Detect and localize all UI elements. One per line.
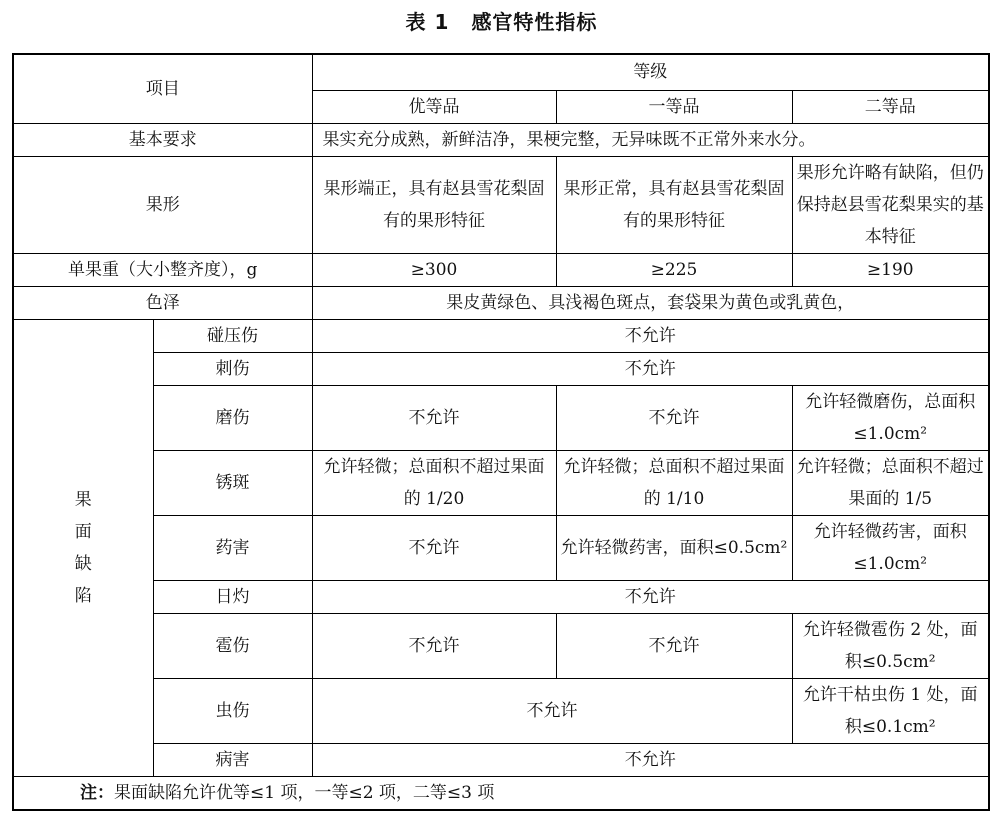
row-shape-label: 果形 bbox=[13, 156, 312, 253]
defect-rust-second: 允许轻微；总面积不超过果面的 1/5 bbox=[792, 450, 989, 515]
defect-chemical-second: 允许轻微药害，面积≤1.0cm² bbox=[792, 515, 989, 580]
table-number: 表 1 bbox=[405, 10, 450, 34]
defect-chemical-premium: 不允许 bbox=[312, 515, 556, 580]
defect-rust-premium: 允许轻微；总面积不超过果面的 1/20 bbox=[312, 450, 556, 515]
table-note bbox=[13, 776, 989, 810]
header-grade: 等级 bbox=[312, 54, 989, 90]
defect-abrasion-label: 磨伤 bbox=[153, 385, 312, 450]
defect-rust-label: 锈斑 bbox=[153, 450, 312, 515]
defect-sunburn-value: 不允许 bbox=[312, 580, 989, 613]
defect-rust-first: 允许轻微；总面积不超过果面的 1/10 bbox=[556, 450, 792, 515]
defect-hail-second: 允许轻微雹伤 2 处，面积≤0.5cm² bbox=[792, 613, 989, 678]
header-grade-premium: 优等品 bbox=[312, 90, 556, 123]
defect-hail-first: 不允许 bbox=[556, 613, 792, 678]
defect-disease-value: 不允许 bbox=[312, 743, 989, 776]
defect-abrasion-first: 不允许 bbox=[556, 385, 792, 450]
defect-insect-premium-first: 不允许 bbox=[312, 678, 792, 743]
row-shape-first: 果形正常，具有赵县雪花梨固有的果形特征 bbox=[556, 156, 792, 253]
row-weight-premium: ≥300 bbox=[312, 253, 556, 286]
defect-bruise-label: 碰压伤 bbox=[153, 319, 312, 352]
row-basic-value: 果实充分成熟，新鲜洁净，果梗完整，无异味既不正常外来水分。 bbox=[312, 123, 989, 156]
row-basic-label: 基本要求 bbox=[13, 123, 312, 156]
row-shape-premium: 果形端正，具有赵县雪花梨固有的果形特征 bbox=[312, 156, 556, 253]
defect-insect-second: 允许干枯虫伤 1 处，面积≤0.1cm² bbox=[792, 678, 989, 743]
defect-abrasion-second: 允许轻微磨伤，总面积≤1.0cm² bbox=[792, 385, 989, 450]
defect-puncture-label: 刺伤 bbox=[153, 352, 312, 385]
defect-bruise-value: 不允许 bbox=[312, 319, 989, 352]
row-shape-second: 果形允许略有缺陷，但仍保持赵县雪花梨果实的基本特征 bbox=[792, 156, 989, 253]
note-label: 注： bbox=[80, 782, 114, 803]
header-grade-second: 二等品 bbox=[792, 90, 989, 123]
row-color-label: 色泽 bbox=[13, 286, 312, 319]
defect-disease-label: 病害 bbox=[153, 743, 312, 776]
defect-chemical-label: 药害 bbox=[153, 515, 312, 580]
row-weight-first: ≥225 bbox=[556, 253, 792, 286]
row-color-value: 果皮黄绿色、具浅褐色斑点，套袋果为黄色或乳黄色， bbox=[312, 286, 989, 319]
defect-puncture-value: 不允许 bbox=[312, 352, 989, 385]
header-item: 项目 bbox=[13, 54, 312, 123]
defect-abrasion-premium: 不允许 bbox=[312, 385, 556, 450]
defect-sunburn-label: 日灼 bbox=[153, 580, 312, 613]
defect-hail-premium: 不允许 bbox=[312, 613, 556, 678]
note-text: 果面缺陷允许优等≤1 项，一等≤2 项，二等≤3 项 bbox=[114, 782, 495, 803]
header-grade-first: 一等品 bbox=[556, 90, 792, 123]
defect-insect-label: 虫伤 bbox=[153, 678, 312, 743]
defect-chemical-first: 允许轻微药害，面积≤0.5cm² bbox=[556, 515, 792, 580]
sensory-spec-table bbox=[12, 53, 990, 811]
table-title bbox=[0, 6, 1003, 35]
row-weight-second: ≥190 bbox=[792, 253, 989, 286]
defects-group-label: 果 面 缺 陷 bbox=[13, 319, 153, 776]
defect-hail-label: 雹伤 bbox=[153, 613, 312, 678]
table-title-text: 感官特性指标 bbox=[471, 10, 598, 34]
row-weight-label: 单果重（大小整齐度），g bbox=[13, 253, 312, 286]
